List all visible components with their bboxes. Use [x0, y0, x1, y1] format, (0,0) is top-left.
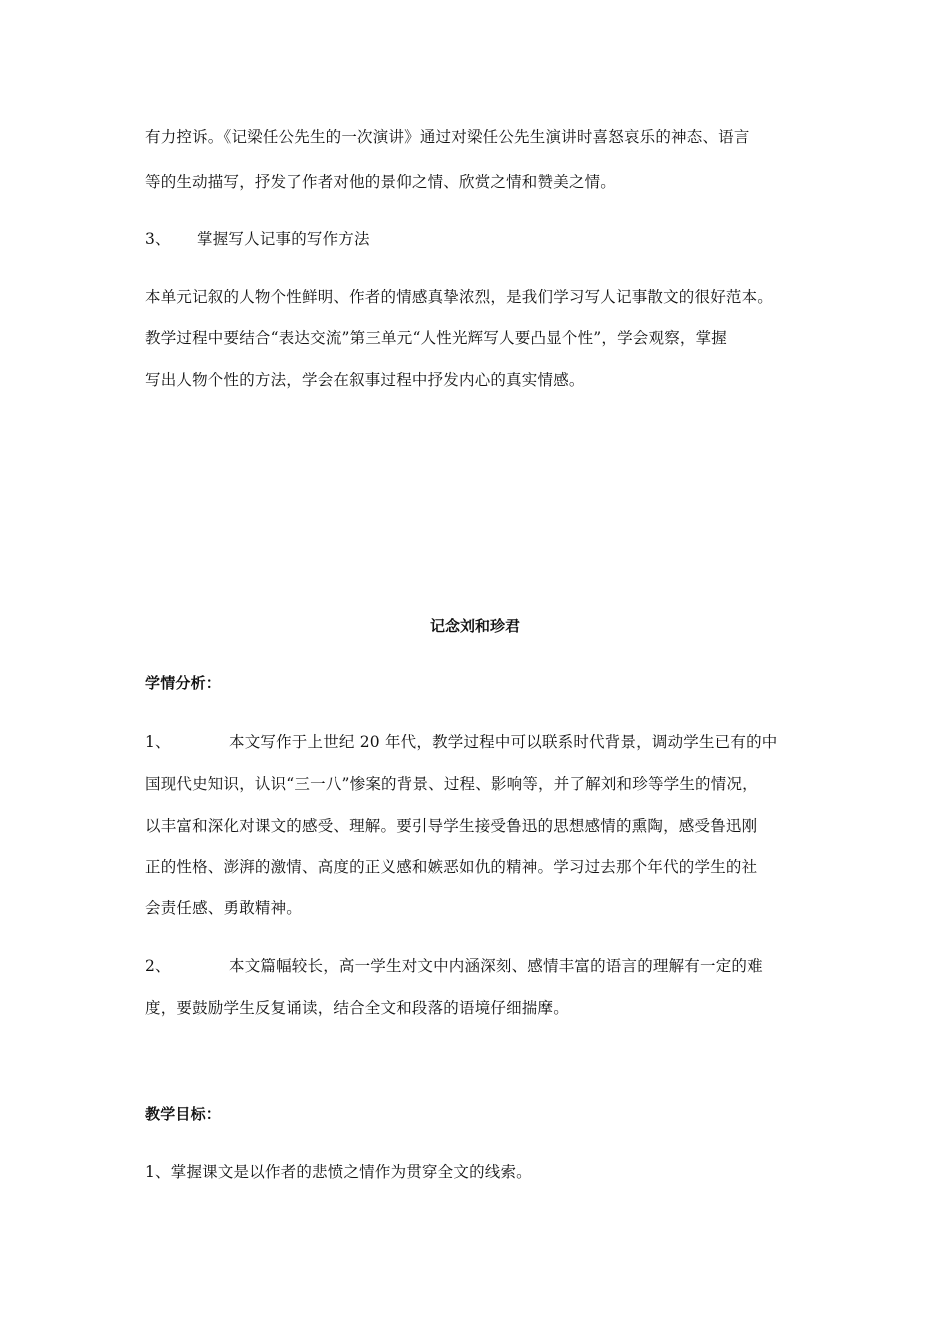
list-item-number: 3、	[145, 230, 171, 248]
paragraph-line: 教学过程中要结合“表达交流”第三单元“人性光辉写人要凸显个性”，学会观察，掌握	[145, 329, 727, 347]
list-item-text: 本文篇幅较长，高一学生对文中内涵深刻、感情丰富的语言的理解有一定的难	[229, 957, 763, 975]
paragraph-line: 本单元记叙的人物个性鲜明、作者的情感真挚浓烈，是我们学习写人记事散文的很好范本。	[145, 288, 774, 306]
list-item-text: 掌握写人记事的写作方法	[197, 230, 370, 248]
analysis-item-2	[145, 956, 763, 976]
paragraph-line: 国现代史知识，认识“三一八”惨案的背景、过程、影响等，并了解刘和珍等学生的情况，	[145, 775, 758, 793]
paragraph-line: 等的生动描写，抒发了作者对他的景仰之情、欣赏之情和赞美之情。	[145, 173, 617, 191]
list-item-number: 2、	[145, 957, 171, 975]
paragraph-line: 以丰富和深化对课文的感受、理解。要引导学生接受鲁迅的思想感情的熏陶，感受鲁迅刚	[145, 817, 758, 835]
paragraph-line: 正的性格、澎湃的激情、高度的正义感和嫉恶如仇的精神。学习过去那个年代的学生的社	[145, 858, 758, 876]
lesson-title: 记念刘和珍君	[429, 617, 520, 635]
list-item-text: 本文写作于上世纪 20 年代，教学过程中可以联系时代背景，调动学生已有的中	[229, 733, 778, 751]
paragraph-line: 写出人物个性的方法，学会在叙事过程中抒发内心的真实情感。	[145, 371, 585, 389]
analysis-item-1	[145, 732, 777, 752]
paragraph-line: 度，要鼓励学生反复诵读，结合全文和段落的语境仔细揣摩。	[145, 999, 569, 1017]
paragraph-line: 有力控诉。《记梁任公先生的一次演讲》通过对梁任公先生演讲时喜怒哀乐的神态、语言	[145, 128, 750, 146]
analysis-heading: 学情分析：	[145, 674, 222, 692]
paragraph-line: 会责任感、勇敢精神。	[145, 899, 303, 917]
goal-item-1: 1、掌握课文是以作者的悲愤之情作为贯穿全文的线索。	[145, 1163, 532, 1181]
list-item-number: 1、	[145, 733, 171, 751]
goals-heading: 教学目标：	[145, 1105, 222, 1123]
list-item-3	[145, 229, 370, 249]
